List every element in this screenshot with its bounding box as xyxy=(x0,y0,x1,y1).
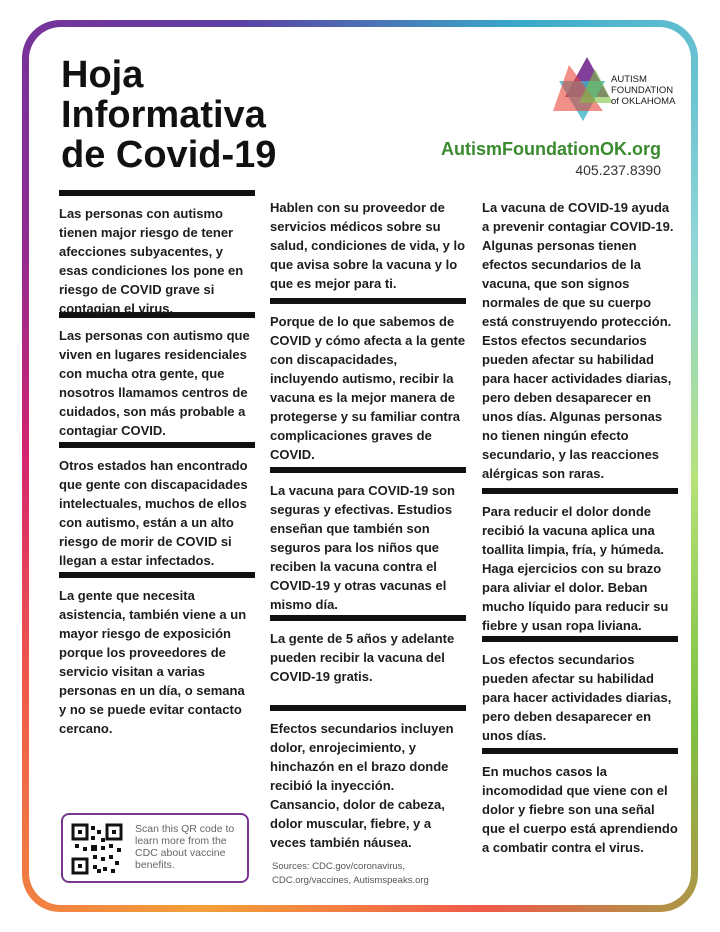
qr-code-icon[interactable] xyxy=(71,823,123,875)
info-text: La gente que necesita asistencia, también viene a un mayor riesgo de exposición porque los proveedores de servicio visitan a varias personas en un día, o semana y no se puede evitar contacto cercano. xyxy=(59,588,247,736)
info-text: Porque de lo que sabemos de COVID y cómo afecta a la gente con discapacidades, incluyendo autismo, recibir la vacuna es la mejor manera de protegerse y su familiar contra complicaciones graves de COVID. xyxy=(270,314,466,462)
org-name xyxy=(611,74,675,107)
org-name-line-1: AUTISM xyxy=(611,74,647,85)
info-text: Los efectos secundarios pueden afectar su habilidad para hacer actividades diarias, pero deben desaparecer en unos días. xyxy=(482,652,672,743)
info-block xyxy=(270,190,466,298)
info-block xyxy=(59,190,255,316)
info-block xyxy=(482,748,678,857)
info-block xyxy=(270,615,466,705)
autism-foundation-logo-icon xyxy=(549,55,619,125)
qr-caption: Scan this QR code to learn more from the CDC about vaccine benefits. xyxy=(135,823,235,871)
title-line-3: de Covid-19 xyxy=(61,134,277,176)
sources-line-2: CDC.org/vaccines, Autismspeaks.org xyxy=(272,875,429,886)
info-block xyxy=(270,467,466,615)
info-text: Efectos secundarios incluyen dolor, enrojecimiento, y hinchazón en el brazo donde recibió la inyección. Cansancio, dolor de cabeza, dolor muscular, fiebre, y a veces también náusea. xyxy=(270,721,454,850)
info-block xyxy=(59,442,255,572)
qr-code-box[interactable] xyxy=(61,813,249,883)
info-block xyxy=(59,572,255,738)
info-text: Las personas con autismo que viven en lugares residenciales con mucha otra gente, que nosotros llamamos centros de cuidados, son más probable a contagiar COVID. xyxy=(59,328,250,438)
column-3 xyxy=(482,190,678,857)
page-title xyxy=(61,55,276,175)
info-block xyxy=(59,312,255,442)
info-text: La vacuna de COVID-19 ayuda a prevenir contagiar COVID-19. Algunas personas tienen efectos secundarios de la vacuna, que son signos normales de que su cuerpo está construyendo protección. Estos efectos secundarios pueden afectar su habilidad para hacer actividades diarias, pero deben desaparecer en unos días. Algunas personas no tienen ningún efecto secundario, y las reacciones alérgicas son raras. xyxy=(482,200,674,481)
website-link[interactable]: AutismFoundationOK.org xyxy=(441,139,661,159)
title-line-2: Informativa xyxy=(61,94,266,136)
info-block xyxy=(482,636,678,748)
info-block xyxy=(482,190,678,488)
info-text: En muchos casos la incomodidad que viene con el dolor y fiebre son una señal que el cuerpo está aprendiendo a combatir contra el virus. xyxy=(482,764,678,855)
sources xyxy=(272,860,429,888)
info-block xyxy=(482,488,678,636)
org-name-line-2: FOUNDATION xyxy=(611,85,674,96)
column-2 xyxy=(270,190,466,852)
info-text: La gente de 5 años y adelante pueden recibir la vacuna del COVID-19 gratis. xyxy=(270,631,455,684)
sources-line-1: Sources: CDC.gov/coronavirus, xyxy=(272,861,406,872)
title-line-1: Hoja xyxy=(61,54,144,96)
info-text: Hablen con su proveedor de servicios médicos sobre su salud, condiciones de vida, y lo que avisa sobre la vacuna y lo que es mejor para ti. xyxy=(270,200,466,291)
info-text: Otros estados han encontrado que gente con discapacidades intelectuales, muchos de ellos con autismo, están a un alto riesgo de morir de COVID si llegan a estar infectados. xyxy=(59,458,248,568)
info-text: Para reducir el dolor donde recibió la vacuna aplica una toallita limpia, fría, y húmeda. Haga ejercicios con su brazo para aliviar el dolor. Beban mucho líquido para reducir su fiebre y usan ropa liviana. xyxy=(482,504,669,633)
info-text: La vacuna para COVID-19 son seguras y efectivas. Estudios enseñan que también son seguros para los niños que reciben la vacuna contra el COVID-19 y otras vacunas el mismo día. xyxy=(270,483,455,612)
info-block xyxy=(270,705,466,852)
org-name-line-3: of OKLAHOMA xyxy=(611,96,676,107)
phone-number: 405.237.8390 xyxy=(575,162,661,178)
info-block xyxy=(270,298,466,467)
info-text: Las personas con autismo tienen major riesgo de tener afecciones subyacentes, y esas condiciones los pone en riesgo de COVID grave si contagian el virus. xyxy=(59,206,244,316)
page-body xyxy=(29,27,691,905)
column-1 xyxy=(59,190,255,738)
gradient-border xyxy=(22,20,698,912)
